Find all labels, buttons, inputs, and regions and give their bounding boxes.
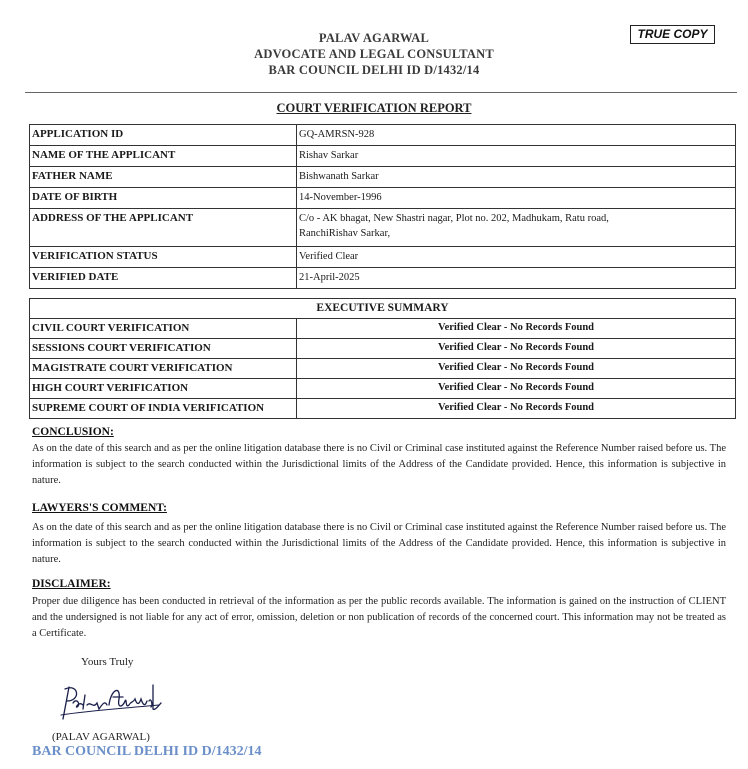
conclusion-heading: CONCLUSION: — [32, 426, 114, 438]
verified-date-value: 21-April-2025 — [297, 268, 736, 289]
application-id-label: APPLICATION ID — [30, 125, 297, 146]
table-row — [30, 209, 736, 247]
executive-summary-title: EXECUTIVE SUMMARY — [30, 299, 736, 319]
table-row — [30, 399, 736, 419]
court-result: Verified Clear - No Records Found — [297, 339, 736, 359]
disclaimer-heading: DISCLAIMER: — [32, 578, 111, 590]
verification-status-label: VERIFICATION STATUS — [30, 247, 297, 268]
court-name: HIGH COURT VERIFICATION — [30, 379, 297, 399]
address-line-2: RanchiRishav Sarkar, — [299, 228, 391, 239]
verification-status-value: Verified Clear — [297, 247, 736, 268]
signatory-name: (PALAV AGARWAL) — [52, 731, 150, 743]
address-label: ADDRESS OF THE APPLICANT — [30, 209, 297, 247]
lawyers-comment-heading: LAWYERS'S COMMENT: — [32, 502, 167, 514]
dob-value: 14-November-1996 — [297, 188, 736, 209]
true-copy-stamp: TRUE COPY — [630, 25, 715, 44]
court-result: Verified Clear - No Records Found — [297, 319, 736, 339]
table-row — [30, 299, 736, 319]
report-title: COURT VERIFICATION REPORT — [276, 101, 472, 115]
application-id-value: GQ-AMRSN-928 — [297, 125, 736, 146]
table-row — [30, 379, 736, 399]
closing-regards: Yours Truly — [81, 656, 134, 668]
court-result: Verified Clear - No Records Found — [297, 399, 736, 419]
court-result: Verified Clear - No Records Found — [297, 359, 736, 379]
court-result: Verified Clear - No Records Found — [297, 379, 736, 399]
lawyers-comment-text: As on the date of this search and as per the online litigation database there is no Civil or Criminal case instituted against the Reference Number raised before us. The information is subject to the search conducted within the Jurisdictional limits of the Address of the Candidate provided. Hence, this information is subjective in nature. — [32, 522, 726, 565]
father-name-label: FATHER NAME — [30, 167, 297, 188]
applicant-name-label: NAME OF THE APPLICANT — [30, 146, 297, 167]
conclusion-text: As on the date of this search and as per the online litigation database there is no Civil or Criminal case instituted against the Reference Number raised before us. The information is subject to the search conducted within the Jurisdictional limits of the Address of the Candidate provided. Hence, this information is subjective in nature. — [32, 443, 726, 486]
signature-image — [55, 675, 165, 725]
signatory-bar-id: BAR COUNCIL DELHI ID D/1432/14 — [32, 744, 262, 759]
court-name: MAGISTRATE COURT VERIFICATION — [30, 359, 297, 379]
table-row — [30, 125, 736, 146]
advocate-name: PALAV AGARWAL — [318, 31, 430, 45]
address-line-1: C/o - AK bhagat, New Shastri nagar, Plot no. 202, Madhukam, Ratu road, — [299, 213, 609, 224]
table-row — [30, 319, 736, 339]
court-name: SUPREME COURT OF INDIA VERIFICATION — [30, 399, 297, 419]
table-row — [30, 146, 736, 167]
table-row — [30, 359, 736, 379]
verified-date-label: VERIFIED DATE — [30, 268, 297, 289]
court-name: CIVIL COURT VERIFICATION — [30, 319, 297, 339]
table-row — [30, 188, 736, 209]
dob-label: DATE OF BIRTH — [30, 188, 297, 209]
advocate-designation: ADVOCATE AND LEGAL CONSULTANT — [254, 47, 494, 61]
applicant-name-value: Rishav Sarkar — [297, 146, 736, 167]
header-divider — [25, 92, 737, 93]
disclaimer-text: Proper due diligence has been conducted in retrieval of the information as per the public records available. The information is gained on the instruction of CLIENT and the undersigned is not liable for any act of error, omission, deletion or non publication of records of the concerned court. This information may not be treated as a Certificate. — [32, 596, 726, 639]
executive-summary-table — [29, 298, 736, 419]
applicant-details-table — [29, 124, 736, 289]
table-row — [30, 167, 736, 188]
table-row — [30, 268, 736, 289]
address-value — [297, 209, 736, 247]
father-name-value: Bishwanath Sarkar — [297, 167, 736, 188]
table-row — [30, 247, 736, 268]
advocate-bar-id: BAR COUNCIL DELHI ID D/1432/14 — [268, 63, 480, 77]
table-row — [30, 339, 736, 359]
court-name: SESSIONS COURT VERIFICATION — [30, 339, 297, 359]
